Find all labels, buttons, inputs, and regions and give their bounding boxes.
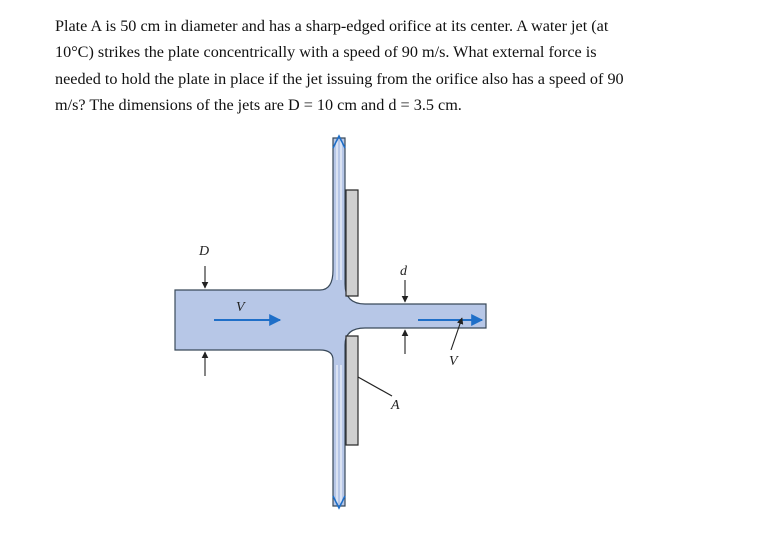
label-D: D — [199, 244, 210, 259]
plate-lower — [346, 336, 358, 445]
label-V-in: V — [236, 300, 245, 315]
water-flow — [175, 138, 486, 506]
label-d: d — [400, 264, 407, 279]
problem-line-4: m/s? The dimensions of the jets are D = 10 cm and d = 3.5 cm. — [55, 95, 462, 114]
incoming-jet — [175, 138, 486, 506]
problem-line-1: Plate A is 50 cm in diameter and has a sharp-edged orifice at its center. A water jet (at — [55, 17, 609, 35]
label-A: A — [391, 398, 400, 413]
problem-line-3: needed to hold the plate in place if the jet issuing from the orifice also has a speed of 90 — [55, 69, 624, 88]
plate-upper — [346, 190, 358, 296]
a-leader — [358, 377, 392, 396]
label-V-out: V — [449, 354, 458, 369]
problem-line-2: 10°C) strikes the plate concentrically with a speed of 90 m/s. What external force is — [55, 43, 597, 62]
